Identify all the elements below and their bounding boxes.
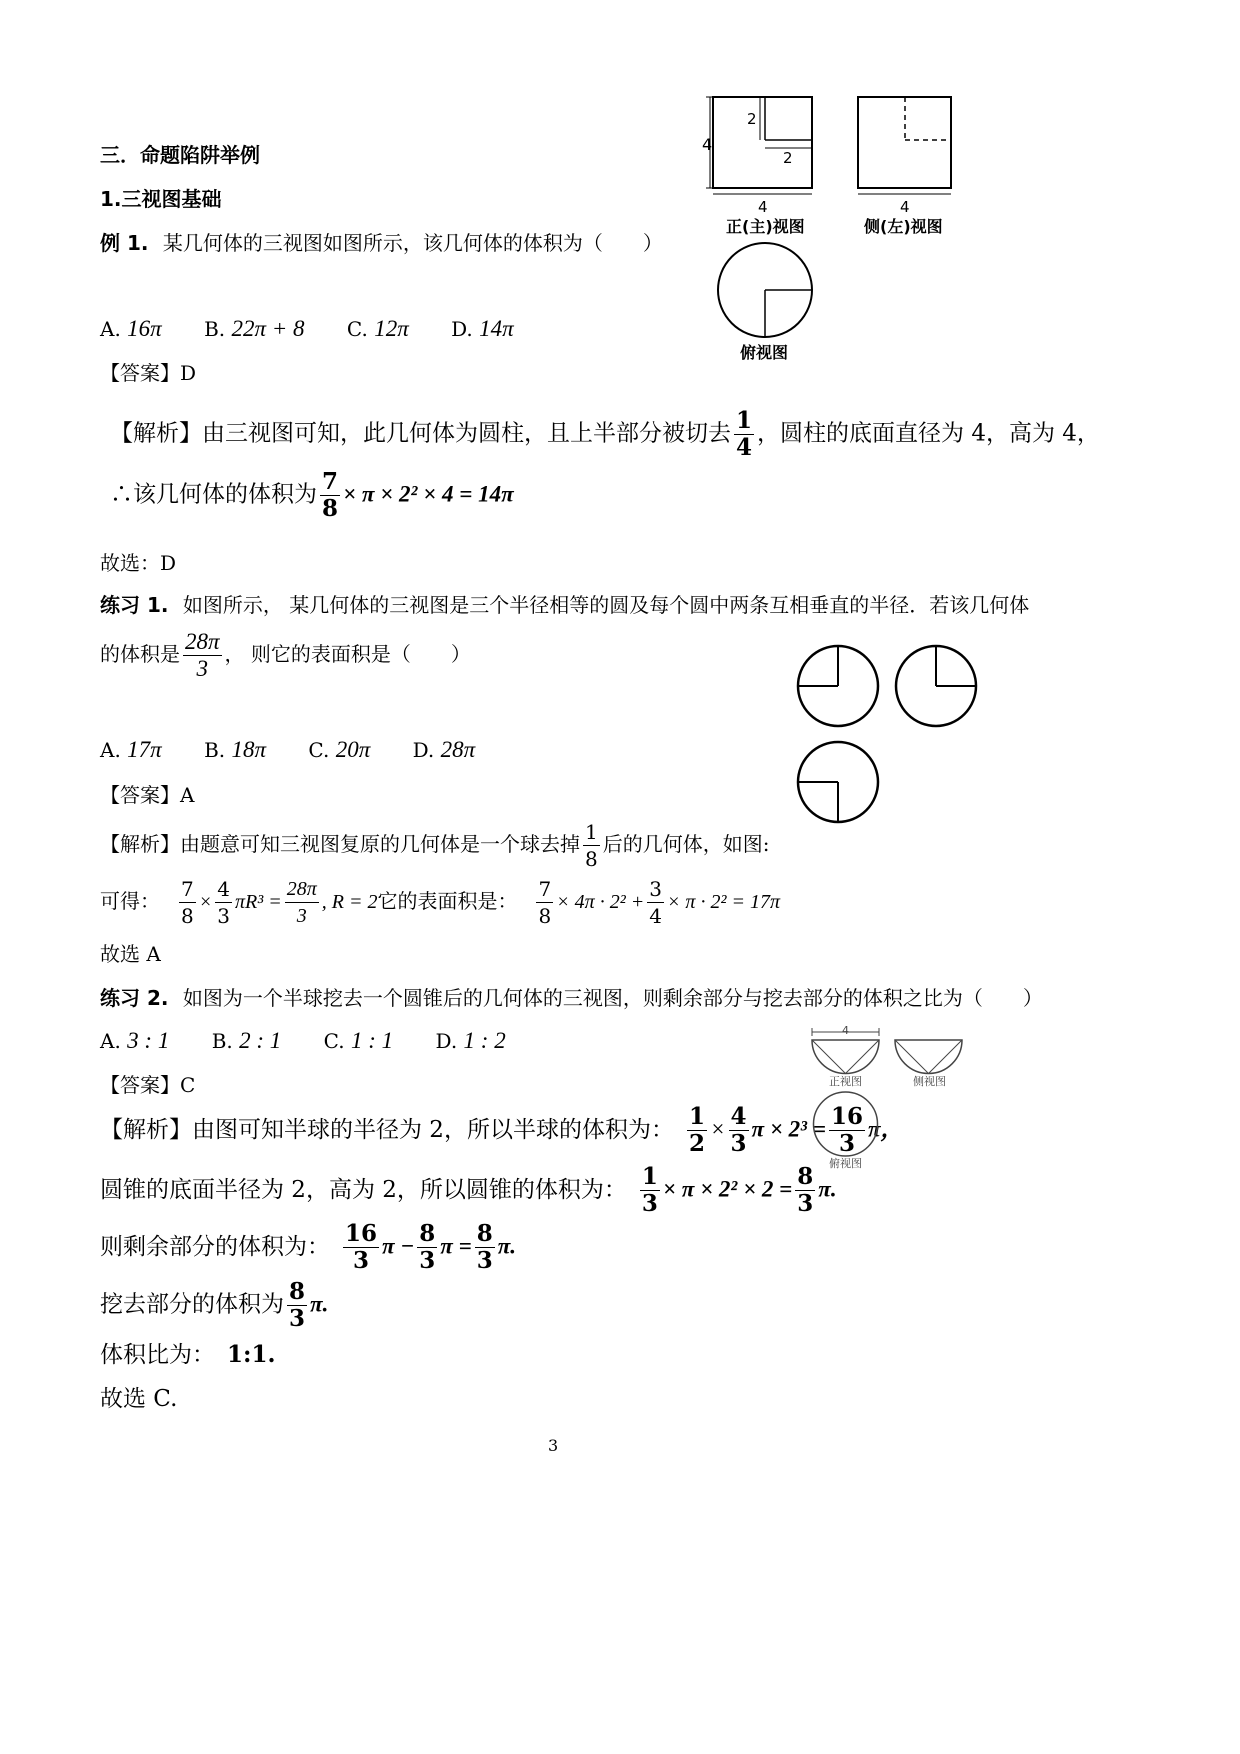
practice-label: 练习 2.: [100, 986, 169, 1010]
question-text: 某几何体的三视图如图所示，该几何体的体积为（ ）: [162, 231, 663, 255]
fraction: $\frac{7}{8}$: [322, 468, 339, 522]
option-b: B. 22π + 8: [204, 316, 305, 341]
practice-2-answer: 【答案】C: [100, 1073, 196, 1097]
example-1-analysis: 【解析】由三视图可知，此几何体为圆柱，且上半部分被切去 $\frac{1}{4}$ ，圆柱的底面直径为 4，高为 4，: [110, 407, 1100, 461]
practice-1-final: 故选 A: [100, 942, 161, 966]
example-label: 例 1.: [100, 231, 149, 255]
fraction: $\frac{1}{8}$: [585, 820, 598, 871]
fraction: $\frac{28\pi}{3}$: [185, 629, 220, 681]
fraction: $\frac{7}{8}$: [538, 877, 552, 928]
practice-label: 练习 1.: [100, 593, 169, 617]
front-view-label: 正视图: [829, 1075, 862, 1088]
section-title: 三．命题陷阱举例: [100, 143, 260, 167]
dim-label: 4: [842, 1024, 849, 1037]
practice-1-question: 练习 1. 如图所示， 某几何体的三视图是三个半径相等的圆及每个圆中两条互相垂直的半径．若该几何体: [100, 593, 1030, 617]
practice-2-analysis-line5: 体积比为： 1:1.: [100, 1341, 276, 1368]
side-view-semicircle: [895, 1040, 962, 1073]
fraction: $\frac{8}{3}$: [797, 1163, 814, 1217]
three-circles-figure: [790, 632, 990, 832]
side-view-label: 侧(左)视图: [864, 217, 943, 236]
option-c: C. 12π: [346, 316, 409, 341]
fraction: $\frac{8}{3}$: [289, 1278, 306, 1332]
top-view-label: 俯视图: [740, 343, 789, 362]
fraction: $\frac{4}{3}$: [217, 877, 230, 928]
option-a: A. 16π: [100, 316, 162, 341]
fraction: $\frac{16}{3}$: [345, 1220, 378, 1274]
fraction: $\frac{1}{4}$: [736, 407, 753, 461]
fraction: $\frac{7}{8}$: [181, 877, 194, 928]
practice-1-options: [100, 737, 511, 763]
option-a: A. 17π: [100, 737, 162, 762]
option-b: B. 2 : 1: [211, 1028, 282, 1053]
side-view-label: 侧视图: [913, 1075, 946, 1088]
hemisphere-figure: [805, 1022, 975, 1172]
fraction: $\frac{8}{3}$: [419, 1220, 436, 1274]
dim-label: 2: [783, 149, 793, 167]
practice-1-calc: 可得： $\frac{7}{8}$ × $\frac{4}{3}$ πR³ = $\frac{28\pi}{3}$ , R = 2它的表面积是： $\frac{7}{8}$ × 4π · 2² + $\frac{3}{4}$ × π · 2² = 17π: [100, 877, 780, 928]
front-view-square: [713, 97, 812, 188]
top-view-circle: [814, 1092, 878, 1156]
example-1-answer: 【答案】D: [100, 361, 197, 385]
top-view-label: 俯视图: [829, 1157, 862, 1170]
fraction: $\frac{8}{3}$: [476, 1220, 493, 1274]
dim-label: 4: [900, 198, 910, 216]
practice-2-question: 练习 2. 如图为一个半球挖去一个圆锥后的几何体的三视图，则剩余部分与挖去部分的体积之比为（ ）: [100, 986, 1043, 1010]
dim-label: 2: [747, 110, 757, 128]
section-subtitle: 1.三视图基础: [100, 187, 222, 211]
three-view-figure-1: [700, 90, 970, 365]
option-d: D. 14π: [451, 316, 514, 341]
practice-1-analysis: 【解析】由题意可知三视图复原的几何体是一个球去掉 $\frac{1}{8}$ 后的几何体，如图:: [100, 820, 770, 871]
example-1-analysis-line2: ∴该几何体的体积为 $\frac{7}{8}$ × π × 2² × 4 = 14π: [110, 468, 514, 522]
front-view-label: 正(主)视图: [726, 217, 805, 236]
fraction: $\frac{16}{3}$: [830, 1103, 863, 1157]
example-1-final: 故选：D: [100, 551, 177, 575]
practice-2-analysis-line2: 圆锥的底面半径为 2，高为 2，所以圆锥的体积为： $\frac{1}{3}$ × π × 2² × 2 = $\frac{8}{3}$ π.: [100, 1163, 837, 1217]
practice-2-analysis-line1: 【解析】由图可知半球的半径为 2，所以半球的体积为： $\frac{1}{2}$ × $\frac{4}{3}$ π × 2³ = $\frac{16}{3}$ π，: [100, 1103, 904, 1157]
practice-1-question-line2: 的体积是 $\frac{28\pi}{3}$ ， 则它的表面积是（ ）: [100, 629, 471, 681]
practice-2-options: [100, 1028, 542, 1054]
dim-label: 4: [758, 198, 768, 216]
example-1-options: [100, 316, 550, 342]
option-d: D. 1 : 2: [435, 1028, 506, 1053]
example-1-question: [100, 230, 663, 256]
practice-2-final: 故选 C.: [100, 1386, 178, 1412]
option-b: B. 18π: [204, 737, 267, 762]
fraction: $\frac{28\pi}{3}$: [286, 878, 317, 927]
practice-2-analysis-line3: 则剩余部分的体积为： $\frac{16}{3}$ π − $\frac{8}{3}$ π = $\frac{8}{3}$ π.: [100, 1220, 517, 1274]
option-c: C. 1 : 1: [323, 1028, 394, 1053]
fraction: $\frac{4}{3}$: [730, 1103, 747, 1157]
option-a: A. 3 : 1: [100, 1028, 170, 1053]
dim-label: 4: [702, 135, 713, 154]
fraction: $\frac{1}{3}$: [641, 1163, 658, 1217]
practice-1-answer: 【答案】A: [100, 783, 195, 807]
fraction: $\frac{1}{2}$: [688, 1103, 705, 1157]
fraction: $\frac{3}{4}$: [649, 877, 662, 928]
page-number: 3: [548, 1436, 559, 1455]
front-view-semicircle: [812, 1040, 879, 1074]
option-d: D. 28π: [412, 737, 476, 762]
option-c: C. 20π: [308, 737, 371, 762]
practice-2-analysis-line4: 挖去部分的体积为 $\frac{8}{3}$ π.: [100, 1278, 329, 1332]
